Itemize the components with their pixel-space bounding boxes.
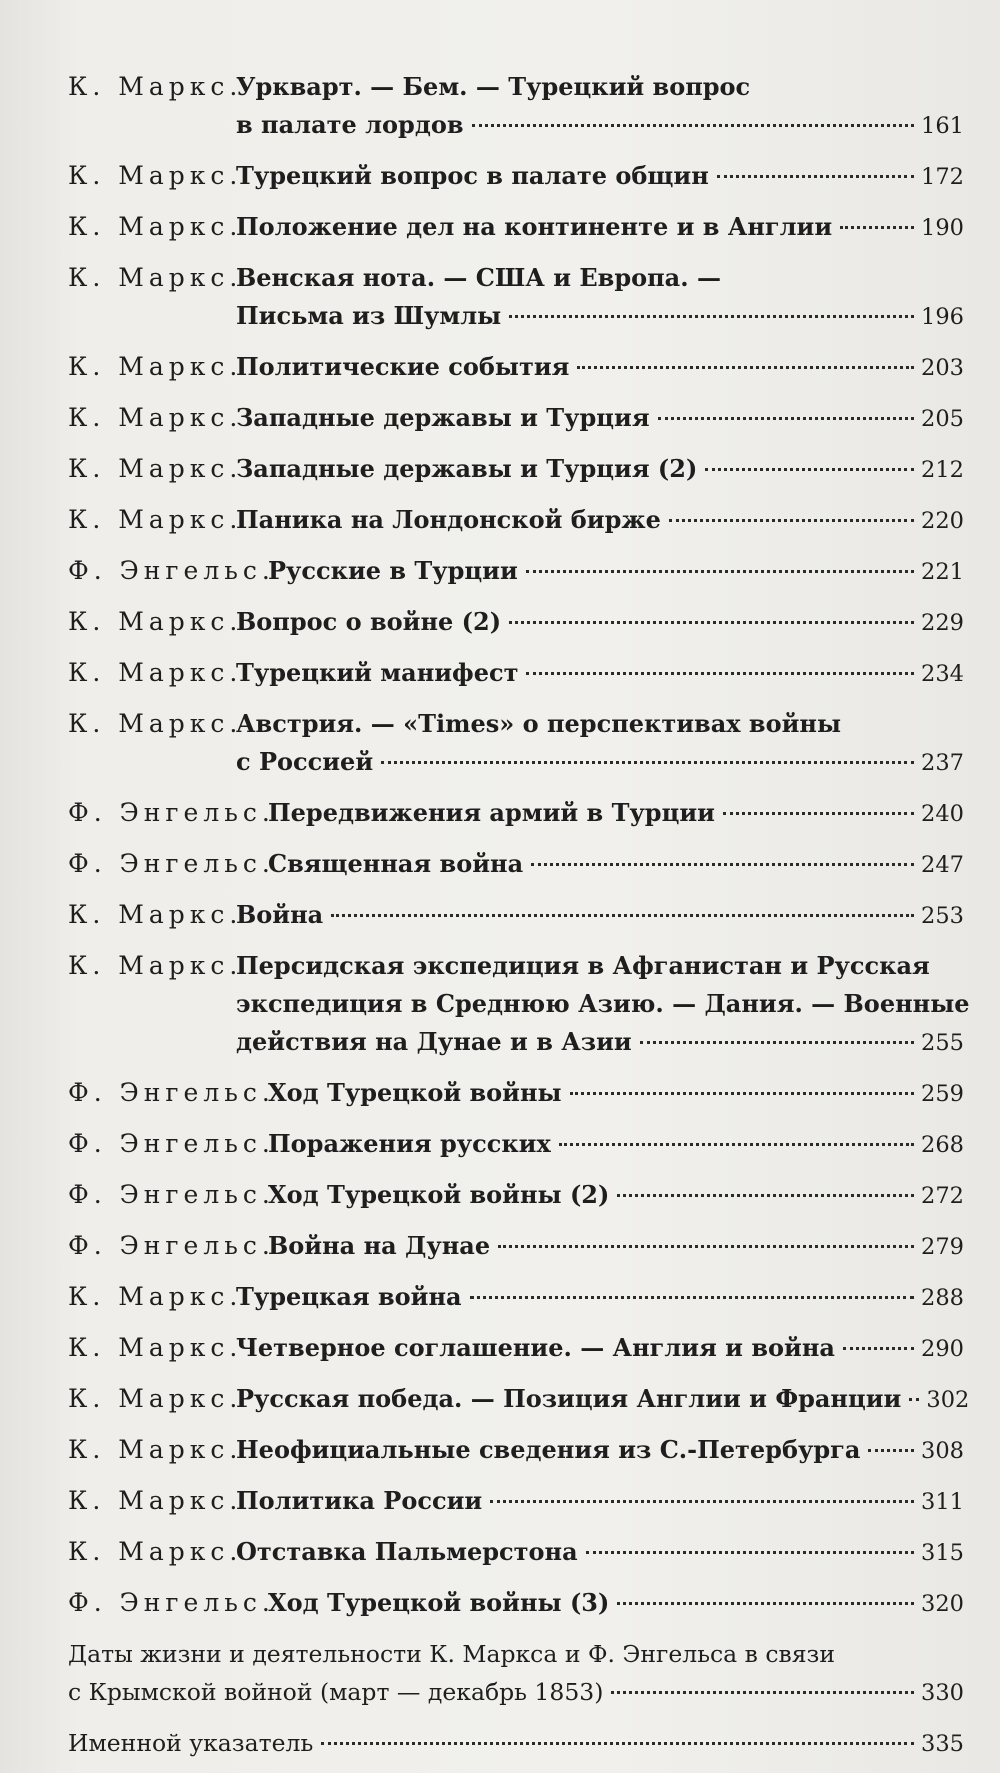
toc-entry bbox=[68, 654, 964, 693]
toc-page-number: 203 bbox=[921, 355, 964, 381]
toc-author: К. Маркс. bbox=[68, 212, 243, 241]
table-of-contents bbox=[68, 68, 970, 1763]
toc-title: Политика России bbox=[236, 1486, 483, 1515]
toc-title: Русская победа. — Позиция Англии и Франции bbox=[236, 1384, 902, 1413]
toc-title-cont: с Россией bbox=[236, 747, 374, 776]
toc-title: Австрия. — «Times» о перспективах войны bbox=[236, 709, 842, 738]
toc-author: К. Маркс. bbox=[68, 403, 243, 432]
toc-title: Ход Турецкой войны bbox=[268, 1078, 562, 1107]
dot-leader bbox=[498, 1245, 914, 1248]
toc-author: К. Маркс. bbox=[68, 607, 243, 636]
toc-title: Неофициальные сведения из С.-Петербурга bbox=[236, 1435, 861, 1464]
toc-page-number: 288 bbox=[921, 1285, 964, 1311]
toc-title: Четверное соглашение. — Англия и война bbox=[236, 1333, 835, 1362]
toc-author: К. Маркс. bbox=[68, 1435, 243, 1464]
dot-leader bbox=[658, 417, 914, 420]
toc-entry bbox=[68, 501, 964, 540]
toc-author: К. Маркс. bbox=[68, 505, 243, 534]
toc-entry bbox=[68, 603, 964, 642]
toc-page-number: 320 bbox=[921, 1591, 964, 1617]
toc-author: К. Маркс. bbox=[68, 352, 243, 381]
toc-title: Венская нота. — США и Европа. — bbox=[236, 263, 721, 292]
toc-title: Западные державы и Турция bbox=[236, 403, 650, 432]
toc-author: Ф. Энгельс. bbox=[68, 556, 275, 585]
toc-entry bbox=[68, 552, 964, 591]
toc-page-number: 255 bbox=[921, 1030, 964, 1056]
toc-author: К. Маркс. bbox=[68, 1486, 243, 1515]
toc-title: Русские в Турции bbox=[268, 556, 518, 585]
toc-author: К. Маркс. bbox=[68, 709, 243, 738]
toc-title-cont: в палате лордов bbox=[236, 110, 464, 139]
toc-entry bbox=[68, 157, 964, 196]
toc-author: Ф. Энгельс. bbox=[68, 1078, 275, 1107]
toc-title: Даты жизни и деятельности К. Маркса и Ф. Энгельса в связи bbox=[68, 1640, 836, 1668]
toc-page-number: 247 bbox=[921, 852, 964, 878]
dot-leader bbox=[586, 1551, 914, 1554]
toc-title: Паника на Лондонской бирже bbox=[236, 505, 661, 534]
toc-entry bbox=[68, 68, 964, 145]
dot-leader bbox=[843, 1347, 914, 1350]
toc-page-number: 279 bbox=[921, 1234, 964, 1260]
toc-page-number: 234 bbox=[921, 661, 964, 687]
toc-page-number: 268 bbox=[921, 1132, 964, 1158]
toc-entry bbox=[68, 1533, 964, 1572]
toc-page-number: 315 bbox=[921, 1540, 964, 1566]
toc-page-number: 311 bbox=[921, 1489, 964, 1515]
dot-leader bbox=[617, 1194, 914, 1197]
dot-leader bbox=[472, 124, 914, 127]
toc-entry bbox=[68, 399, 964, 438]
dot-leader bbox=[717, 175, 914, 178]
toc-author: К. Маркс. bbox=[68, 1537, 243, 1566]
toc-entry bbox=[68, 705, 964, 782]
toc-title: Западные державы и Турция (2) bbox=[236, 454, 698, 483]
toc-title: Именной указатель bbox=[68, 1729, 314, 1757]
toc-page-number: 212 bbox=[921, 457, 964, 483]
toc-entry bbox=[68, 1482, 964, 1521]
dot-leader bbox=[723, 812, 914, 815]
toc-title-cont: действия на Дунае и в Азии bbox=[236, 1027, 632, 1056]
dot-leader bbox=[640, 1041, 914, 1044]
toc-author: К. Маркс. bbox=[68, 161, 243, 190]
toc-entry bbox=[68, 1125, 964, 1164]
toc-title: Турецкий манифест bbox=[236, 658, 519, 687]
dot-leader bbox=[470, 1296, 914, 1299]
toc-title: Персидская экспедиция в Афганистан и Русская bbox=[236, 951, 930, 980]
dot-leader bbox=[526, 570, 914, 573]
toc-page-number: 272 bbox=[921, 1183, 964, 1209]
toc-author: Ф. Энгельс. bbox=[68, 1129, 275, 1158]
toc-page-number: 302 bbox=[926, 1387, 970, 1413]
toc-page-number: 259 bbox=[921, 1081, 964, 1107]
toc-title: Поражения русских bbox=[268, 1129, 551, 1158]
toc-page-number: 330 bbox=[921, 1680, 964, 1706]
toc-title: Положение дел на континенте и в Англии bbox=[236, 212, 833, 241]
toc-title-cont: Письма из Шумлы bbox=[236, 301, 502, 330]
dot-leader bbox=[577, 366, 914, 369]
toc-title: Война на Дунае bbox=[268, 1231, 491, 1260]
toc-author: Ф. Энгельс. bbox=[68, 849, 275, 878]
toc-entry bbox=[68, 845, 964, 884]
toc-page-number: 240 bbox=[921, 801, 964, 827]
toc-title: Священная война bbox=[268, 849, 524, 878]
toc-author: Ф. Энгельс. bbox=[68, 1231, 275, 1260]
dot-leader bbox=[509, 315, 914, 318]
dot-leader bbox=[531, 863, 914, 866]
toc-author: К. Маркс. bbox=[68, 1282, 243, 1311]
toc-entry bbox=[68, 1329, 964, 1368]
toc-entry bbox=[68, 1431, 964, 1470]
dot-leader bbox=[611, 1691, 914, 1694]
toc-title-cont: экспедиция в Среднюю Азию. — Дания. — Военные bbox=[236, 989, 970, 1018]
toc-author: К. Маркс. bbox=[68, 72, 243, 101]
toc-page-number: 308 bbox=[921, 1438, 964, 1464]
toc-entry bbox=[68, 794, 964, 833]
toc-entry-chronology bbox=[68, 1635, 964, 1712]
toc-entry bbox=[68, 208, 964, 247]
toc-entry bbox=[68, 1227, 964, 1266]
dot-leader bbox=[840, 226, 914, 229]
dot-leader bbox=[868, 1449, 914, 1452]
dot-leader bbox=[526, 672, 914, 675]
toc-title: Турецкая война bbox=[236, 1282, 462, 1311]
toc-author: К. Маркс. bbox=[68, 1384, 243, 1413]
toc-entry bbox=[68, 1176, 964, 1215]
toc-entry bbox=[68, 450, 964, 489]
toc-author: К. Маркс. bbox=[68, 263, 243, 292]
dot-leader bbox=[381, 761, 914, 764]
dot-leader bbox=[617, 1602, 914, 1605]
dot-leader bbox=[570, 1092, 914, 1095]
toc-author: Ф. Энгельс. bbox=[68, 798, 275, 827]
toc-author: К. Маркс. bbox=[68, 951, 243, 980]
toc-entry bbox=[68, 896, 964, 935]
toc-author: К. Маркс. bbox=[68, 454, 243, 483]
toc-entry bbox=[68, 1278, 964, 1317]
toc-author: К. Маркс. bbox=[68, 900, 243, 929]
dot-leader bbox=[909, 1398, 919, 1401]
toc-page-number: 205 bbox=[921, 406, 964, 432]
toc-page-number: 237 bbox=[921, 750, 964, 776]
toc-entry bbox=[68, 259, 964, 336]
toc-page-number: 290 bbox=[921, 1336, 964, 1362]
toc-page-number: 161 bbox=[921, 113, 964, 139]
toc-author: Ф. Энгельс. bbox=[68, 1180, 275, 1209]
toc-page-number: 220 bbox=[921, 508, 964, 534]
dot-leader bbox=[490, 1500, 914, 1503]
toc-title: Уркварт. — Бем. — Турецкий вопрос bbox=[236, 72, 751, 101]
dot-leader bbox=[705, 468, 914, 471]
toc-title: Вопрос о войне (2) bbox=[236, 607, 502, 636]
dot-leader bbox=[321, 1742, 914, 1745]
dot-leader bbox=[559, 1143, 914, 1146]
toc-entry bbox=[68, 1380, 970, 1419]
dot-leader bbox=[669, 519, 914, 522]
toc-entry bbox=[68, 348, 964, 387]
toc-page-number: 172 bbox=[921, 164, 964, 190]
toc-page-number: 253 bbox=[921, 903, 964, 929]
dot-leader bbox=[331, 914, 914, 917]
toc-page-number: 196 bbox=[921, 304, 964, 330]
dot-leader bbox=[509, 621, 914, 624]
toc-title: Ход Турецкой войны (3) bbox=[268, 1588, 610, 1617]
toc-page-number: 221 bbox=[921, 559, 964, 585]
toc-entry bbox=[68, 1584, 964, 1623]
toc-author: К. Маркс. bbox=[68, 1333, 243, 1362]
toc-title: Турецкий вопрос в палате общин bbox=[236, 161, 709, 190]
toc-title: Отставка Пальмерстона bbox=[236, 1537, 578, 1566]
toc-entry bbox=[68, 1074, 964, 1113]
toc-title: Передвижения армий в Турции bbox=[268, 798, 715, 827]
toc-page-number: 190 bbox=[921, 215, 964, 241]
toc-page-number: 335 bbox=[921, 1731, 964, 1757]
toc-author: Ф. Энгельс. bbox=[68, 1588, 275, 1617]
toc-title-cont: с Крымской войной (март — декабрь 1853) bbox=[68, 1678, 604, 1706]
toc-title: Политические события bbox=[236, 352, 570, 381]
toc-author: К. Маркс. bbox=[68, 658, 243, 687]
toc-page-number: 229 bbox=[921, 610, 964, 636]
toc-title: Ход Турецкой войны (2) bbox=[268, 1180, 610, 1209]
toc-entry bbox=[68, 947, 970, 1062]
toc-title: Война bbox=[236, 900, 324, 929]
toc-entry-index bbox=[68, 1724, 964, 1763]
